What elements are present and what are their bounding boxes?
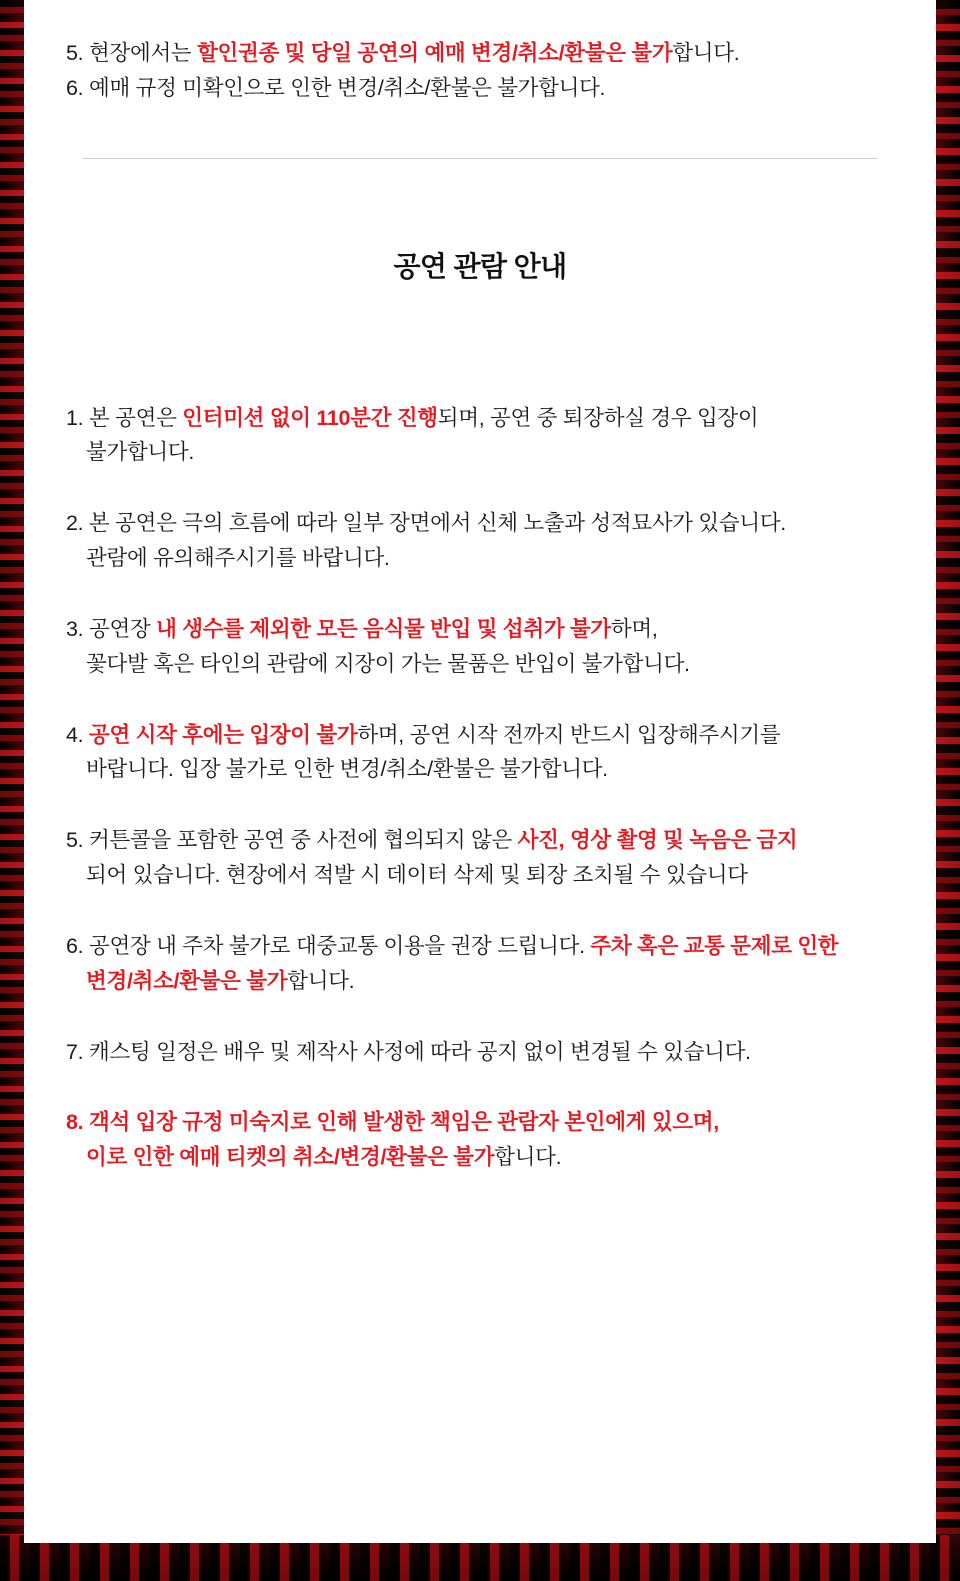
item-8-number: 8. xyxy=(66,1110,84,1135)
viewing-guide-item-1-line1 xyxy=(66,401,894,436)
item-1-highlight: 인터미션 없이 110분간 진행 xyxy=(182,405,438,430)
item-7-number: 7. xyxy=(66,1039,84,1064)
item-6-line2-text: 합니다. xyxy=(287,968,355,993)
item-3-highlight: 내 생수를 제외한 모든 음식물 반입 및 섭취가 불가 xyxy=(156,616,611,641)
viewing-guide-item-8 xyxy=(66,1105,894,1175)
item-4-text: 하며, 공연 시작 전까지 반드시 입장해주시기를 xyxy=(357,722,781,747)
item-2-number: 2. xyxy=(66,511,84,536)
item-6-line2 xyxy=(66,964,894,999)
item-5-number: 5. xyxy=(66,828,84,853)
viewing-guide-item-5-line1 xyxy=(66,823,894,858)
booking-rule-6-text: 예매 규정 미확인으로 인한 변경/취소/환불은 불가합니다. xyxy=(89,75,606,100)
booking-rule-6-number: 6. xyxy=(66,75,84,100)
viewing-guide-item-6 xyxy=(66,929,894,999)
viewing-guide-item-3 xyxy=(66,612,894,682)
viewing-guide-item-5 xyxy=(66,823,894,893)
page-title: 공연 관람 안내 xyxy=(393,250,567,282)
item-1-number: 1. xyxy=(66,405,84,430)
item-2-text: 본 공연은 극의 흐름에 따라 일부 장면에서 신체 노출과 성적묘사가 있습니다. xyxy=(89,511,786,536)
viewing-guide-item-3-line1 xyxy=(66,612,894,647)
booking-rule-5-text-a: 현장에서는 xyxy=(89,41,198,65)
viewing-guide-item-4-line1 xyxy=(66,718,894,753)
item-7-text: 캐스팅 일정은 배우 및 제작사 사정에 따라 공지 없이 변경될 수 있습니다. xyxy=(89,1039,751,1064)
item-4-line2: 바랍니다. 입장 불가로 인한 변경/취소/환불은 불가합니다. xyxy=(86,757,608,782)
booking-rule-5-text-highlight: 할인권종 및 당일 공연의 예매 변경/취소/환불은 불가 xyxy=(197,41,673,65)
item-3-line2: 꽃다발 혹은 타인의 관람에 지장이 가는 물품은 반입이 불가합니다. xyxy=(86,651,690,676)
viewing-guide-item-2 xyxy=(66,506,894,576)
item-3-text-a: 공연장 xyxy=(89,616,157,641)
item-6-line2-highlight: 변경/취소/환불은 불가 xyxy=(86,968,288,993)
viewing-guide-list xyxy=(66,285,894,1175)
item-1-text-a: 본 공연은 xyxy=(89,405,183,430)
item-5-text: 커튼콜을 포함한 공연 중 사전에 협의되지 않은 xyxy=(89,828,518,853)
viewing-guide-item-6-line1 xyxy=(66,929,894,964)
booking-rule-5-number: 5. xyxy=(66,41,84,65)
viewing-guide-item-4 xyxy=(66,718,894,788)
section-divider xyxy=(82,158,878,159)
notice-content xyxy=(24,0,936,1175)
viewing-guide-item-7-line1 xyxy=(66,1035,894,1070)
item-2-line2: 관람에 유의해주시기를 바랍니다. xyxy=(86,546,390,571)
item-3-text-b: 하며, xyxy=(610,616,658,641)
item-5-line2: 되어 있습니다. 현장에서 적발 시 데이터 삭제 및 퇴장 조치될 수 있습니다 xyxy=(86,863,748,888)
notice-sheet xyxy=(24,0,936,1543)
item-8-line2-text: 합니다. xyxy=(494,1145,562,1170)
item-5-highlight: 사진, 영상 촬영 및 녹음은 금지 xyxy=(517,828,798,853)
item-4-highlight: 공연 시작 후에는 입장이 불가 xyxy=(89,722,358,747)
item-6-highlight: 주차 혹은 교통 문제로 인한 xyxy=(590,933,839,958)
booking-rules-section xyxy=(66,0,894,106)
item-6-text: 공연장 내 주차 불가로 대중교통 이용을 권장 드립니다. xyxy=(89,933,591,958)
item-1-text-b: 되며, 공연 중 퇴장하실 경우 입장이 xyxy=(437,405,759,430)
viewing-guide-item-1 xyxy=(66,401,894,471)
booking-rule-5-text-b: 합니다. xyxy=(672,41,740,65)
viewing-guide-item-2-line1 xyxy=(66,506,894,541)
item-8-line2-highlight: 이로 인한 예매 티켓의 취소/변경/환불은 불가 xyxy=(86,1145,495,1170)
item-8-highlight: 객석 입장 규정 미숙지로 인해 발생한 책임은 관람자 본인에게 있으며, xyxy=(89,1110,719,1135)
item-4-number: 4. xyxy=(66,722,84,747)
item-8-line2 xyxy=(66,1140,894,1175)
booking-rule-item-6 xyxy=(66,71,894,106)
viewing-guide-item-8-line1 xyxy=(66,1105,894,1140)
viewing-guide-item-7 xyxy=(66,1035,894,1070)
item-1-line2: 불가합니다. xyxy=(86,440,195,465)
item-6-number: 6. xyxy=(66,933,84,958)
booking-rule-item-5 xyxy=(66,36,894,71)
item-3-number: 3. xyxy=(66,616,84,641)
